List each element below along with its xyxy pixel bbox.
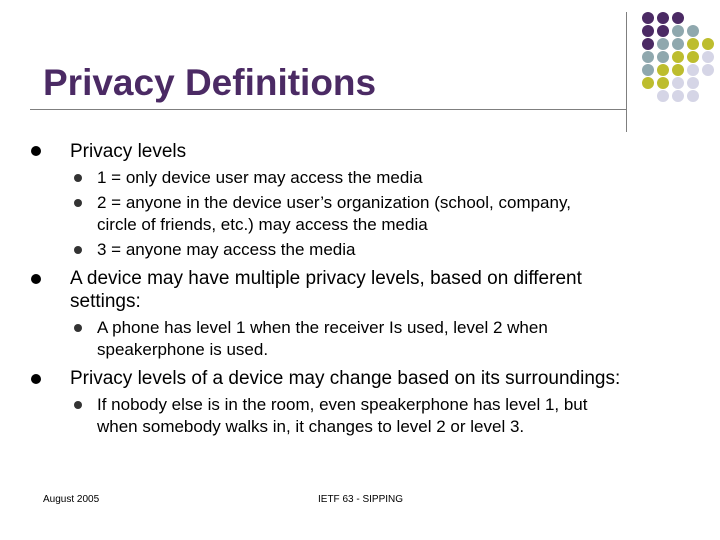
sub-bullet-icon [74, 401, 82, 409]
dot [642, 38, 654, 50]
dot [672, 25, 684, 37]
dot [657, 77, 669, 89]
sub-bullet-text: A phone has level 1 when the receiver Is used, level 2 when [97, 318, 548, 337]
dot [657, 64, 669, 76]
bullet-icon [31, 274, 41, 284]
sub-bullet-icon [74, 199, 82, 207]
bullet-text: Privacy levels [70, 141, 187, 162]
sub-bullet-text: when somebody walks in, it changes to level 2 or level 3. [97, 417, 525, 436]
dot [642, 25, 654, 37]
sub-bullet-icon [74, 174, 82, 182]
sub-bullet-text: 1 = only device user may access the media [97, 168, 423, 187]
dot [657, 38, 669, 50]
dot [672, 12, 684, 24]
dot [687, 64, 699, 76]
dot [672, 90, 684, 102]
bullet-text: A device may have multiple privacy levels, based on different [70, 268, 582, 289]
bullet-text: settings: [70, 291, 141, 312]
sub-bullet-icon [74, 246, 82, 254]
sub-bullet-text: circle of friends, etc.) may access the media [97, 215, 428, 234]
dot [672, 77, 684, 89]
bullet-text: Privacy levels of a device may change based on its surroundings: [70, 368, 621, 389]
footer-event: IETF 63 - SIPPING [318, 494, 404, 505]
dot [702, 51, 714, 63]
sub-bullet-text: 3 = anyone may access the media [97, 240, 356, 259]
dot [672, 38, 684, 50]
dot [687, 90, 699, 102]
dot [702, 64, 714, 76]
dot [672, 64, 684, 76]
dot [672, 51, 684, 63]
dot [642, 12, 654, 24]
dot [687, 77, 699, 89]
dot [687, 25, 699, 37]
vertical-divider [626, 12, 627, 132]
page-title: Privacy Definitions [43, 62, 377, 103]
dot [687, 51, 699, 63]
dot [657, 12, 669, 24]
bullet-icon [31, 374, 41, 384]
sub-bullet-text: 2 = anyone in the device user’s organization (school, company, [97, 193, 571, 212]
dot [657, 25, 669, 37]
dot [687, 38, 699, 50]
sub-bullet-icon [74, 324, 82, 332]
dot [642, 51, 654, 63]
dot [657, 51, 669, 63]
bullet-icon [31, 146, 41, 156]
dot [657, 90, 669, 102]
sub-bullet-text: speakerphone is used. [97, 340, 269, 359]
dot [642, 64, 654, 76]
title-divider [30, 109, 626, 110]
sub-bullet-text: If nobody else is in the room, even speakerphone has level 1, but [97, 395, 588, 414]
dot [642, 77, 654, 89]
dot [702, 38, 714, 50]
footer-date: August 2005 [43, 494, 100, 505]
